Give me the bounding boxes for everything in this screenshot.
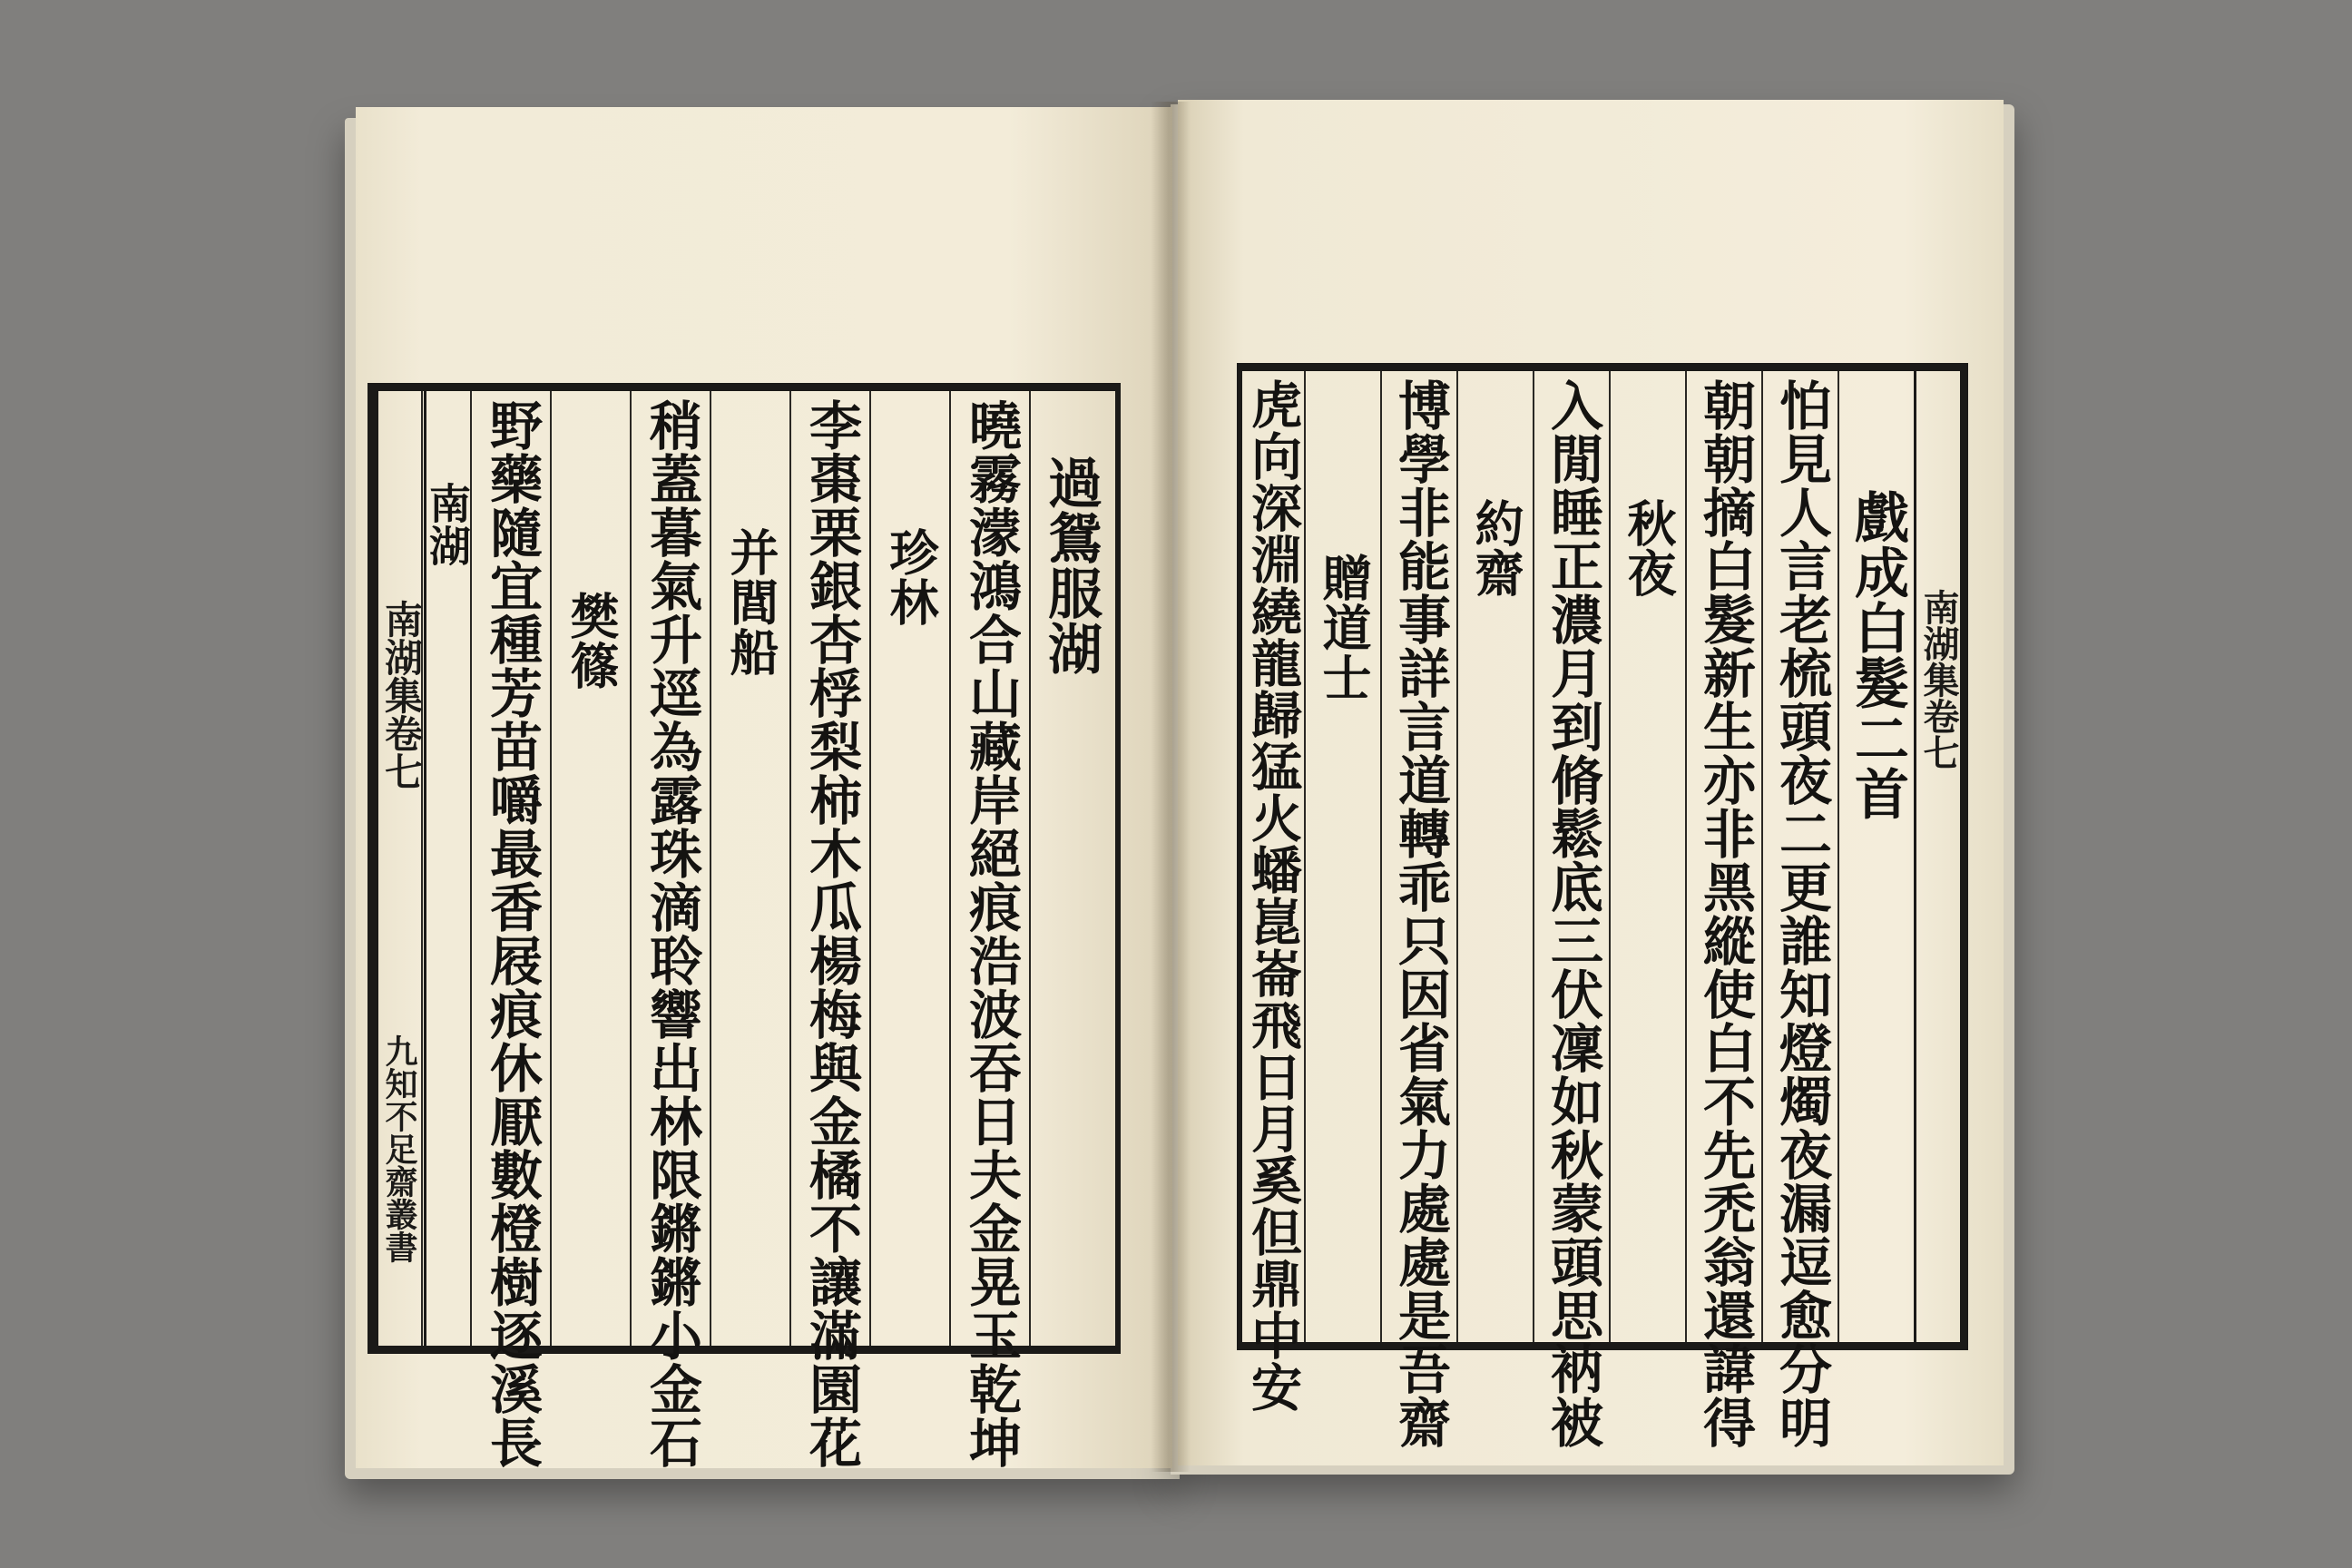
poem-title: 并閭船 [722, 527, 780, 677]
left-column-4 [789, 391, 871, 1469]
poem-line: 曉霧濛鴻合山藏岸絕痕浩波吞日夫金晃玉乾坤 [960, 398, 1022, 1469]
left-column-1 [1029, 391, 1111, 1346]
right-column-3 [1685, 371, 1763, 1449]
left-page-frame [368, 383, 1121, 1469]
right-column-5 [1533, 371, 1611, 1449]
margin-book-title: 南湖集卷七 [1917, 589, 1960, 770]
poem-line: 博學非能事詳言道轉乖只因省氣力處處是吾齋 [1389, 378, 1451, 1449]
right-column-9 [1242, 371, 1304, 1413]
poem-title: 約齋 [1467, 498, 1525, 598]
right-column-8 [1304, 371, 1382, 1342]
poem-line: 怕見人言老梳頭夜二更誰知燈燭夜漏逗愈分明 [1770, 378, 1832, 1449]
poem-line: 李棗栗銀杏桴梨柿木瓜楊梅與金橘不讓滿園花 [800, 398, 862, 1469]
poem-title: 珍林 [882, 527, 940, 627]
poem-line: 入閒睡正濃月到脩鬆底三伏凜如秋蒙頭思衲被 [1542, 378, 1603, 1449]
poem-title: 贈道士 [1315, 553, 1373, 702]
book-spine [1151, 102, 1191, 1472]
left-column-6 [630, 391, 711, 1469]
right-column-1 [1838, 371, 1916, 1342]
publisher-imprint: 九知不足齋叢書 [380, 1034, 418, 1263]
poem-line: 野藥隨宜種芳苗嚼最香屐痕休厭數橙樹逐溪長 [481, 398, 543, 1469]
poem-line: 虎向深淵繞龍歸猛火蟠崑崙飛日月奚但鼎中安 [1243, 378, 1303, 1413]
poem-line: 朝朝摘白髮新生亦非黑縱使白不先禿翁還諱得 [1694, 378, 1756, 1449]
left-column-5 [710, 391, 791, 1346]
margin-book-title: 南湖集卷七 [379, 600, 424, 790]
poem-title: 過鴛服湖 [1039, 455, 1102, 676]
right-column-2 [1761, 371, 1839, 1449]
poem-line: 稍蓋暮氣升逕為露珠滴聆響出林限鏘鏘小金石 [641, 398, 702, 1469]
poem-title: 秋夜 [1620, 498, 1678, 598]
poem-title: 樊篠 [563, 591, 621, 691]
poem-title: 戲成白髮二首 [1846, 489, 1909, 821]
right-column-4 [1609, 371, 1687, 1342]
left-column-2 [949, 391, 1031, 1469]
right-column-6 [1456, 371, 1534, 1342]
left-column-7 [550, 391, 632, 1346]
left-column-8 [470, 391, 552, 1469]
poem-title: 南湖 [423, 482, 472, 567]
right-page-frame [1237, 363, 1968, 1449]
left-column-9 [421, 391, 472, 1346]
left-column-3 [869, 391, 951, 1346]
right-page-fold-margin [1914, 371, 1963, 1342]
left-page-footer [377, 1034, 422, 1263]
right-column-7 [1380, 371, 1458, 1449]
